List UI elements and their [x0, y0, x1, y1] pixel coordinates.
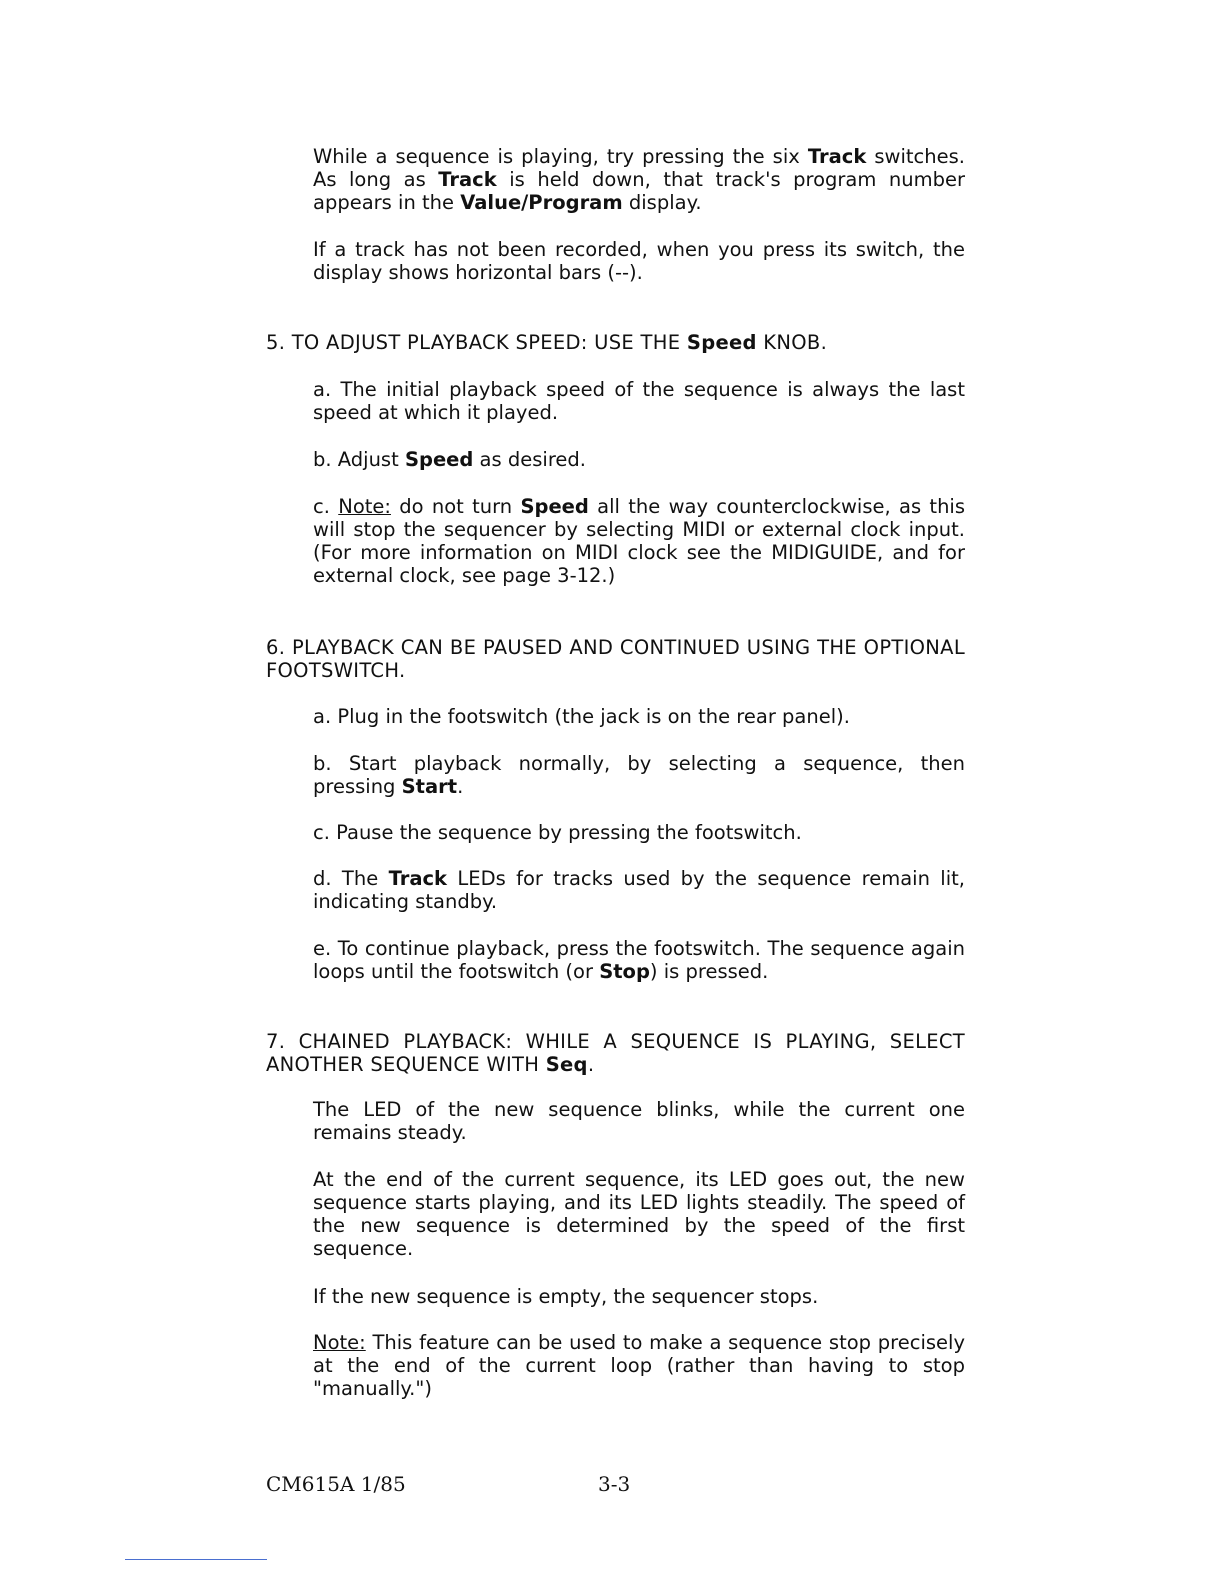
step-7-paragraph-empty-sequence: If the new sequence is empty, the sequencer stops.	[313, 1285, 819, 1308]
bold-term-track: Track	[807, 145, 867, 168]
footer-doc-code: CM615A 1/85	[266, 1472, 406, 1496]
bold-term-speed: Speed	[686, 331, 757, 354]
text-run: c.	[313, 495, 339, 518]
text-run: KNOB.	[756, 331, 828, 354]
step-6-item-c: c. Pause the sequence by pressing the footswitch.	[313, 821, 802, 844]
bold-term-value-program: Value/Program	[460, 191, 623, 214]
text-run: do not turn	[390, 495, 521, 518]
step-7-paragraph-led-blinks: The LED of the new sequence blinks, while the current one remains steady.	[313, 1098, 965, 1144]
bold-term-start: Start	[401, 775, 458, 798]
text-run: as desired.	[473, 448, 586, 471]
text-run: .	[587, 1053, 595, 1076]
step-7-heading	[266, 1030, 965, 1076]
bold-term-speed: Speed	[520, 495, 589, 518]
step-6-item-a: a. Plug in the footswitch (the jack is on the rear panel).	[313, 705, 850, 728]
text-run: switches. As long as	[313, 145, 965, 191]
text-run: display.	[622, 191, 702, 214]
footer-page-number: 3-3	[598, 1472, 631, 1496]
text-run: 5. TO ADJUST PLAYBACK SPEED: USE THE	[266, 331, 687, 354]
step-5-heading	[266, 331, 965, 354]
text-run: d. The	[313, 867, 389, 890]
bold-term-track: Track	[388, 867, 448, 890]
step-7-paragraph-end-of-sequence: At the end of the current sequence, its LED goes out, the new sequence starts playing, and its LED lights steadily. The speed of the new sequence is determined by the speed of the first sequence.	[313, 1168, 965, 1260]
text-run: While a sequence is playing, try pressing the six	[313, 145, 808, 168]
text-run: ) is pressed.	[649, 960, 769, 983]
step-6-item-e	[313, 937, 965, 983]
bold-term-stop: Stop	[599, 960, 650, 983]
text-run: This feature can be used to make a sequence stop precisely at the end of the current loop (rather than having to stop "manually.")	[313, 1331, 965, 1400]
intro-paragraph-unrecorded-track: If a track has not been recorded, when you press its switch, the display shows horizontal bars (--).	[313, 238, 965, 284]
step-6-item-b	[313, 752, 965, 798]
text-run: .	[457, 775, 464, 798]
intro-paragraph-track-switches	[313, 145, 965, 214]
note-label: Note:	[313, 1331, 366, 1354]
text-run: 7. CHAINED PLAYBACK: WHILE A SEQUENCE IS PLAYING, SELECT ANOTHER SEQUENCE WITH	[266, 1030, 965, 1076]
text-run: b. Adjust	[313, 448, 405, 471]
bold-term-speed: Speed	[404, 448, 474, 471]
step-5-item-c	[313, 495, 965, 587]
bold-term-seq: Seq	[545, 1053, 588, 1076]
text-run: b. Start playback normally, by selecting a sequence, then pressing	[313, 752, 965, 798]
bottom-divider	[125, 1559, 267, 1560]
text-run: is held down, that track's program number appears in the	[313, 168, 965, 214]
text-run: LEDs for tracks used by the sequence remain lit, indicating standby.	[313, 867, 965, 913]
bold-term-track: Track	[438, 168, 497, 191]
step-5-item-b	[313, 448, 965, 471]
note-label: Note:	[338, 495, 391, 518]
text-run: all the way counterclockwise, as this will stop the sequencer by selecting MIDI or external clock input. (For more information on MIDI clock see the MIDIGUIDE, and for external clock, see page 3-12.)	[313, 495, 965, 587]
text-run: e. To continue playback, press the footswitch. The sequence again loops until the footswitch (or	[313, 937, 965, 983]
step-6-item-d	[313, 867, 965, 913]
step-7-note	[313, 1331, 965, 1400]
step-5-item-a: a. The initial playback speed of the sequence is always the last speed at which it played.	[313, 378, 965, 424]
step-6-heading: 6. PLAYBACK CAN BE PAUSED AND CONTINUED USING THE OPTIONAL FOOTSWITCH.	[266, 636, 965, 682]
